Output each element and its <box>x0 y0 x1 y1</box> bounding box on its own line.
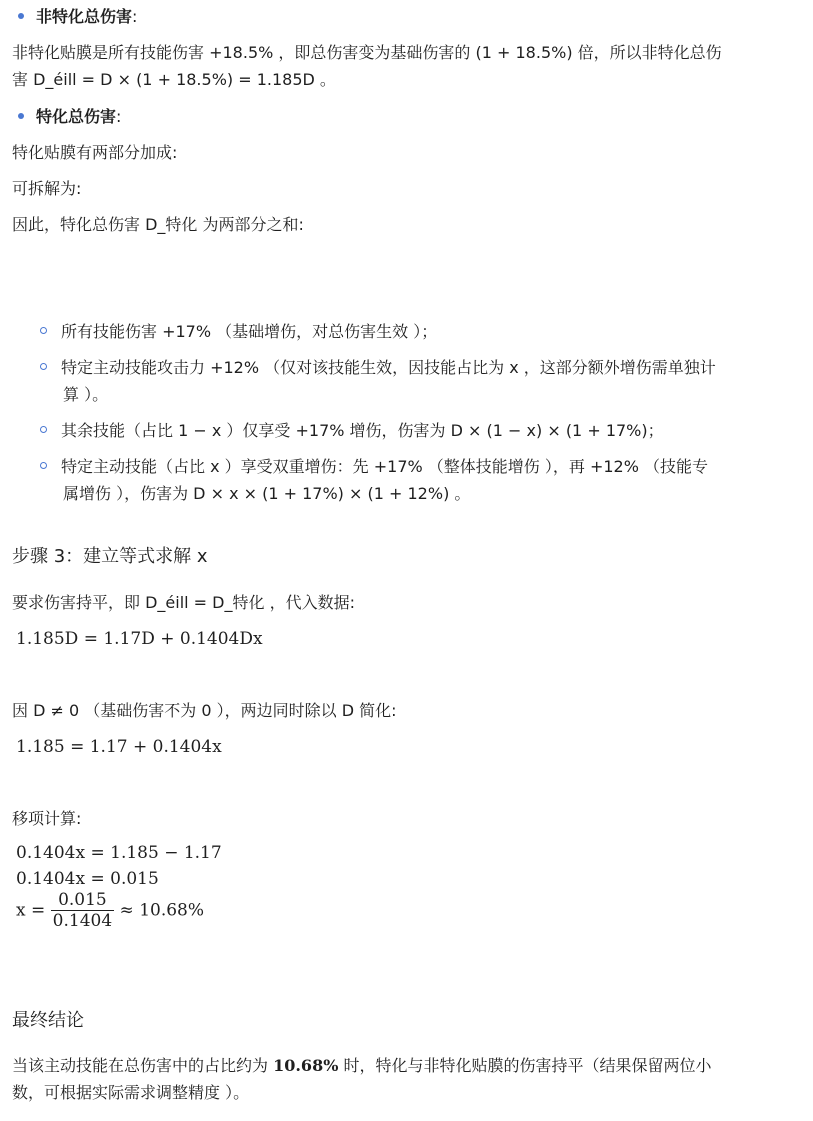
section2-title: 特化总伤害 <box>36 107 117 126</box>
bullet-circle <box>40 462 47 469</box>
conclusion-text: 当该主动技能在总伤害中的占比约为 <box>12 1056 274 1075</box>
fraction-denominator: 0.1404 <box>52 911 113 931</box>
section2-text-line2: 可拆解为: <box>12 179 82 198</box>
colon: : <box>132 7 138 26</box>
step3-intro: 要求伤害持平，即 D_éill = D_特化 ，代入数据: <box>12 593 355 612</box>
colon: : <box>116 107 122 126</box>
list-item-text-cont: 属增伤 ），伤害为 D × x × (1 + 17%) × (1 + 12%) 。 <box>63 484 471 503</box>
list-item-text: 其余技能（占比 1 − x ）仅享受 +17% 增伤，伤害为 D × (1 − x) × (1 + 17%)； <box>61 421 664 440</box>
step3-move-label: 移项计算: <box>12 809 82 828</box>
bullet-dot <box>18 113 24 119</box>
step3-heading: 步骤 3：建立等式求解 x <box>12 546 208 567</box>
bullet-circle <box>40 327 47 334</box>
equation-5-lhs: x = <box>16 900 46 921</box>
list-item-text: 特定主动技能（占比 x ）享受双重增伤：先 +17% （整体技能增伤 ），再 +12% （技能专 <box>61 457 709 476</box>
section2-text-line1: 特化贴膜有两部分加成: <box>12 143 178 162</box>
list-item <box>40 321 437 343</box>
bullet-circle <box>40 363 47 370</box>
equation-5 <box>16 890 204 931</box>
list-item <box>40 456 708 478</box>
section2-text-line3: 因此，特化总伤害 D_特化 为两部分之和: <box>12 215 304 234</box>
conclusion-heading: 最终结论 <box>12 1010 84 1031</box>
equation-4: 0.1404x = 0.015 <box>16 869 159 889</box>
bullet-circle <box>40 426 47 433</box>
section2-heading <box>18 106 121 128</box>
equation-5-rhs: ≈ 10.68% <box>119 900 205 921</box>
equation-1: 1.185D = 1.17D + 0.1404Dx <box>16 629 263 649</box>
list-item-text: 特定主动技能攻击力 +12% （仅对该技能生效，因技能占比为 x ，这部分额外增伤需单独计 <box>61 358 716 377</box>
list-item-text-cont: 算 ）。 <box>63 385 109 404</box>
conclusion-text: 时，特化与非特化贴膜的伤害持平（结果保留两位小 <box>338 1056 712 1075</box>
step3-condition: 因 D ≠ 0 （基础伤害不为 0 ），两边同时除以 D 简化: <box>12 701 397 720</box>
list-item <box>40 420 664 442</box>
section1-title: 非特化总伤害 <box>36 7 133 26</box>
bullet-dot <box>18 13 24 19</box>
section1-text-line1: 非特化贴膜是所有技能伤害 +18.5% ，即总伤害变为基础伤害的 (1 + 18.5%) 倍，所以非特化总伤 <box>12 43 722 62</box>
equation-3: 0.1404x = 1.185 − 1.17 <box>16 843 222 863</box>
conclusion-line1 <box>12 1055 712 1077</box>
section1-heading <box>18 6 137 28</box>
equation-2: 1.185 = 1.17 + 0.1404x <box>16 737 222 757</box>
fraction-numerator: 0.015 <box>51 890 114 911</box>
section1-text-line2: 害 D_éill = D × (1 + 18.5%) = 1.185D 。 <box>12 70 336 89</box>
conclusion-line2: 数，可根据实际需求调整精度 ）。 <box>12 1083 250 1102</box>
list-item-text: 所有技能伤害 +17% （基础增伤，对总伤害生效 ）； <box>61 322 438 341</box>
conclusion-result: 10.68% <box>273 1056 339 1075</box>
list-item <box>40 357 716 379</box>
fraction <box>51 890 114 931</box>
